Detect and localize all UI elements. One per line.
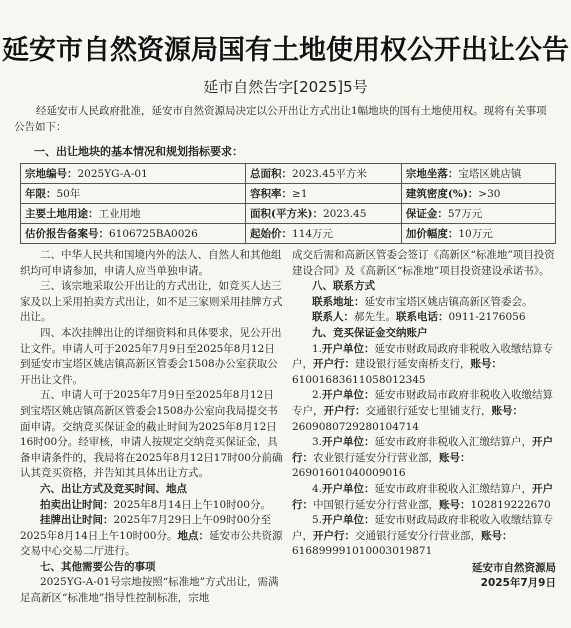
table-cell: 容积率：≥1: [246, 184, 402, 204]
table-cell: 年限：50年: [21, 184, 246, 204]
table-row: [21, 164, 556, 184]
listing-time: 挂牌出让时间：2025年7月29日上午09时00分至2025年8月14日上午10时00分。地点：延安市公共资源交易中心交易二厅进行。: [20, 514, 283, 558]
paragraph-5: 五、申请人可于2025年7月9日至2025年8月12日到宝塔区姚店镇高新区管委会1508办公室向我局提交书面申请。交纳竞买保证金的截止时间为2025年8月12日16时00分。经审核，申请人按规定交纳竞买保证金，具备申请条件的，我局将在2025年8月12日17时00分前确认其竞买资格，并告知其具体出让方式。: [20, 389, 283, 480]
table-cell: 保证金：57万元: [401, 204, 555, 224]
paragraph-4: 四、本次挂牌出让的详细资料和具体要求，见公开出让文件。申请人可于2025年7月9日至2025年8月12日到延安市宝塔区姚店镇高新区管委会1508办公室获取公开出让文件。: [20, 326, 282, 386]
paragraph-7: 2025YG-A-01号宗地按照“标准地”方式出让，需满足高新区“标准地”指导性控制标准，宗地: [20, 576, 279, 605]
account-item: 2.开户单位：延安市财政局市政府非税收入收缴结算专户，开户行：交通银行延安七里铺支行，账号：260908072928010471​4: [292, 389, 554, 433]
contact-person: 联系人：郝先生。联系电话：0911-2176056: [312, 311, 526, 324]
table-cell: 加价幅度：10万元: [401, 224, 555, 244]
paragraph-7-continued: 成交后需和高新区管委会签订《高新区“标准地”项目投资建设合同》及《高新区“标准地”项目投资建设承诺书》。: [292, 249, 555, 277]
signature-org: 延安市自然资源局: [472, 561, 556, 574]
section8-heading: 八、联系方式: [312, 280, 375, 293]
table-cell: 宗地坐落：宝塔区姚店镇: [401, 164, 555, 184]
doc-number: 延市自然告字[2025]5号: [203, 78, 368, 96]
table-row: [21, 184, 556, 204]
account-item: 1.开户单位：延安市财政局政府非税收入收缴结算专户，开户行：建设银行延安南桥支行，账号：61001683611058012345: [292, 342, 554, 386]
page-title: 延安市自然资源局国有土地使用权公开出让公告: [2, 35, 569, 66]
paragraph-2: 二、中华人民共和国境内外的法人、自然人和其他组织均可申请参加，申请人应当单独申请。: [20, 249, 282, 277]
account-item: 5.开户单位：延安市财政局政府非税收入收缴结算专户，开户行：交通银行延安分行营业部，账号：61689999101000301​9871: [292, 514, 554, 558]
table-cell: 建筑密度(%)：>30: [401, 184, 555, 204]
paragraph-3: 三、该宗地采取公开出让的方式出让，如竞买人达三家及以上采用拍卖方式出让，如不足三家则采用挂牌方式出让。: [20, 280, 283, 324]
section9-heading: 九、竞买保证金交纳账户: [312, 326, 428, 339]
contact-address: 联系地址：延安市宝塔区姚店镇高新区管委会。: [312, 295, 533, 308]
table-row: [21, 204, 556, 224]
signature-date: 2025年7月9日: [480, 577, 556, 590]
auction-time: 拍卖出让时间：2025年8月14日上午10时00分。: [40, 498, 271, 511]
account-item: 3.开户单位：延安市政府非税收入汇缴结算户，开户行：农业银行延安分行营业部，账号：26901601040009016: [292, 436, 554, 480]
left-column: [20, 248, 284, 607]
table-cell: 面积(平方米)：2023.45: [246, 204, 402, 224]
table-row: [21, 224, 556, 244]
right-column: [292, 248, 556, 592]
table-cell: 宗地编号：2025YG-A-01: [21, 164, 246, 184]
section6-heading: 六、出让方式及竞买时间、地点: [40, 482, 187, 495]
section1-heading: 一、出让地块的基本情况和规划指标要求：: [34, 145, 243, 158]
account-list: [292, 342, 556, 560]
intro-paragraph: 经延安市人民政府批准，延安市自然资源局决定以公开出让方式出让1幅地块的国有土地使用权。现将有关事项公告如下：: [14, 105, 547, 133]
account-item: 4.开户单位：延安市政府非税收入汇缴结算户，开户行：中国银行延安分行营业部，账号：102819222670: [292, 482, 554, 511]
table-cell: 起始价：114万元: [246, 224, 402, 244]
section7-heading: 七、其他需要公告的事项: [40, 560, 156, 573]
table-cell: 主要土地用途：工业用地: [21, 204, 246, 224]
table-cell: 估价报告备案号：6106725BA0026: [21, 224, 246, 244]
parcel-info-table: [20, 163, 556, 244]
table-cell: 总面积：2023.45平方米: [246, 164, 402, 184]
